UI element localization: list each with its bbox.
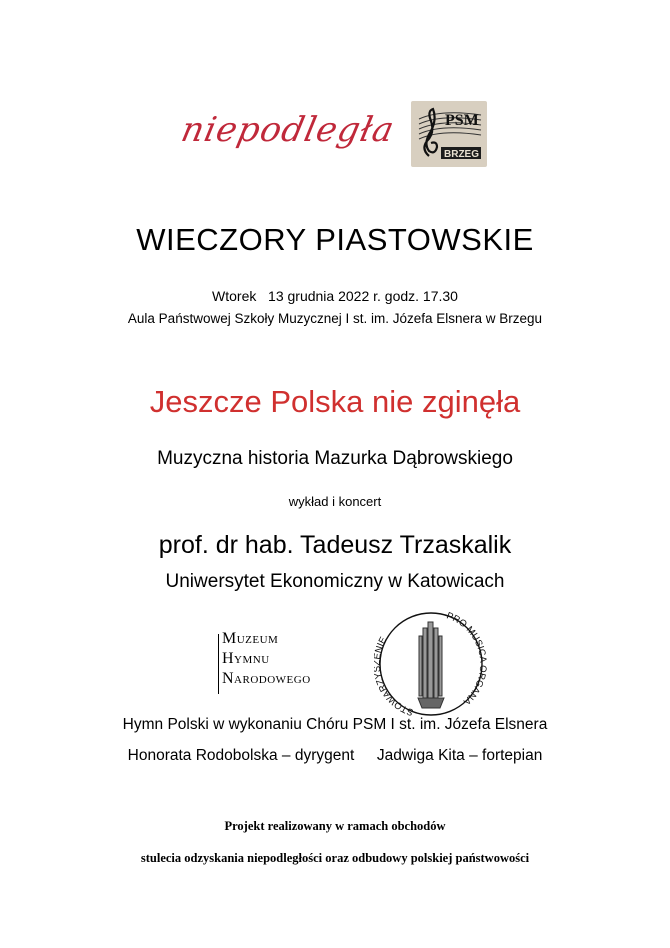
event-date: Wtorek 13 grudnia 2022 r. godz. 17.30 xyxy=(212,288,458,304)
muzeum-side-bar xyxy=(210,634,219,694)
performers xyxy=(0,747,670,765)
subtitle: Muzyczna historia Mazurka Dąbrowskiego xyxy=(157,448,513,469)
muzeum-hymnu-logo xyxy=(210,628,340,698)
event-venue: Aula Państwowej Szkoły Muzycznej I st. im. Józefa Elsnera w Brzegu xyxy=(127,311,543,326)
main-title: Jeszcze Polska nie zginęła xyxy=(149,384,521,419)
niepodlegla-logo: niepodległa xyxy=(177,110,399,150)
footer-line-2: stulecia odzyskania niepodległości oraz odbudowy polskiej państwowości xyxy=(140,851,530,865)
psm-brzeg-logo xyxy=(411,101,487,167)
stow-right-text: PRO MUSICA ORGANA xyxy=(444,610,488,707)
muzeum-line-2: Hymnu xyxy=(222,650,270,667)
stow-left-text: STOWARZ NIE xyxy=(374,635,416,718)
psm-text: PSM xyxy=(445,112,479,129)
organ-pipes-icon xyxy=(418,622,444,708)
footer-line-1: Projekt realizowany w ramach obchodów xyxy=(224,819,446,833)
conductor: Honorata Rodobolska – dyrygent xyxy=(127,747,355,764)
muzeum-line-1: Muzeum xyxy=(222,630,279,647)
partner-logos xyxy=(0,610,670,718)
hymn-performance: Hymn Polski w wykonaniu Chóru PSM I st. im. Józefa Elsnera xyxy=(122,716,548,733)
event-format: wykład i koncert xyxy=(288,494,382,509)
pianist: Jadwiga Kita – fortepian xyxy=(376,747,543,764)
top-logos xyxy=(0,96,670,176)
speaker-affiliation: Uniwersytet Ekonomiczny w Katowicach xyxy=(165,571,505,592)
brzeg-text: BRZEG xyxy=(444,149,479,160)
speaker-name: prof. dr hab. Tadeusz Trzaskalik xyxy=(158,531,512,559)
muzeum-line-3: Narodowego xyxy=(222,670,311,687)
pro-musica-organa-logo xyxy=(374,610,488,718)
event-series-title: WIECZORY PIASTOWSKIE xyxy=(136,222,534,257)
